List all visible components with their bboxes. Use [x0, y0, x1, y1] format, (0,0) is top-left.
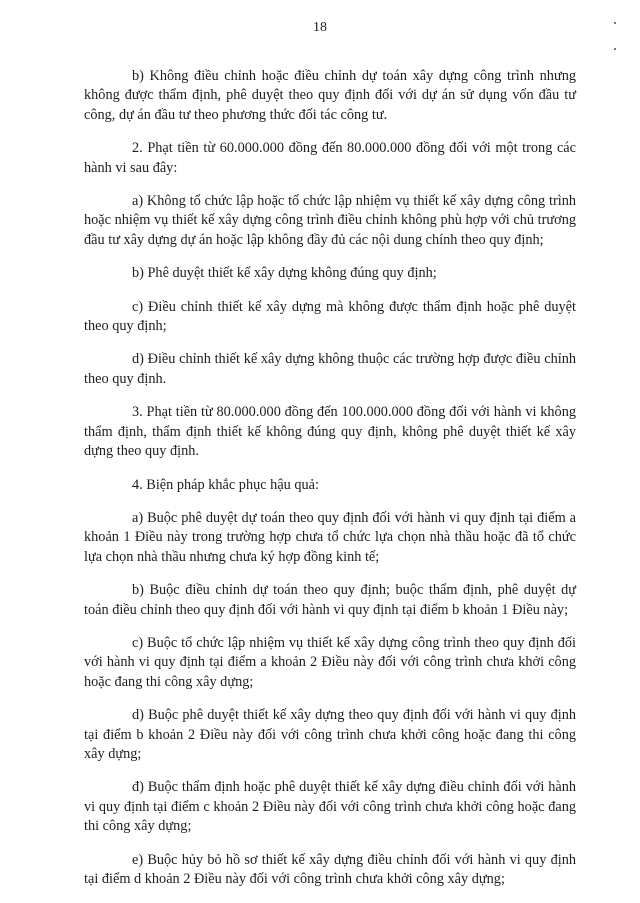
scan-mark — [614, 48, 616, 50]
paragraph-clause-2: 2. Phạt tiền từ 60.000.000 đồng đến 80.000.000 đồng đối với một trong các hành vi sau đây: — [84, 140, 576, 176]
paragraph-1b: b) Không điều chỉnh hoặc điều chỉnh dự toán xây dựng công trình nhưng không được thẩm định, phê duyệt theo quy định đối với dự án sử dụng vốn đầu tư công, dự án đầu tư theo phương thức đối tác công tư. — [84, 68, 576, 123]
paragraph-2c: c) Điều chỉnh thiết kế xây dựng mà không được thẩm định hoặc phê duyệt theo quy định; — [84, 298, 576, 335]
scan-mark — [614, 22, 616, 24]
page-number: 18 — [313, 20, 327, 35]
paragraph-4e: e) Buộc hủy bỏ hồ sơ thiết kế xây dựng điều chỉnh đối với hành vi quy định tại điểm d khoản 2 Điều này đối với công trình chưa khởi công xây dựng; — [84, 851, 576, 887]
paragraph-4c: c) Buộc tổ chức lập nhiệm vụ thiết kế xây dựng công trình theo quy định đối với hành vi quy định tại điểm a khoản 2 Điều này đối với công trình chưa khởi công hoặc đang thi công xây dựng; — [84, 634, 576, 690]
paragraph-clause-4: 4. Biện pháp khắc phục hậu quả: — [132, 476, 319, 493]
paragraph-clause-3: 3. Phạt tiền từ 80.000.000 đồng đến 100.000.000 đồng đối với hành vi không thẩm định, thẩm định thiết kế không đúng quy định, không phê duyệt thiết kế xây dựng theo quy định. — [84, 404, 576, 460]
paragraph-4a: a) Buộc phê duyệt dự toán theo quy định đối với hành vi quy định tại điểm a khoản 1 Điều này trong trường hợp chưa tổ chức lựa chọn nhà thầu hoặc đã tổ chức lựa chọn nhà thầu nhưng chưa ký hợp đồng kinh tế; — [84, 509, 576, 565]
paragraph-2d: d) Điều chỉnh thiết kế xây dựng không thuộc các trường hợp được điều chỉnh theo quy định. — [84, 351, 576, 387]
paragraph-4d: d) Buộc phê duyệt thiết kế xây dựng theo quy định đối với hành vi quy định tại điểm b khoản 2 Điều này đối với công trình chưa khởi công hoặc đang thi công xây dựng; — [84, 707, 576, 762]
paragraph-2a: a) Không tổ chức lập hoặc tổ chức lập nhiệm vụ thiết kế xây dựng công trình hoặc nhiệm vụ thiết kế xây dựng công trình điều chỉnh không phù hợp với chủ trương đầu tư xây dựng dự án hoặc lập không đầy đủ các nội dung chính theo quy định; — [84, 193, 576, 248]
paragraph-4b: b) Buộc điều chỉnh dự toán theo quy định; buộc thẩm định, phê duyệt dự toán điều chỉnh theo quy định đối với hành vi quy định tại điểm b khoản 1 Điều này; — [84, 582, 576, 618]
paragraph-2b: b) Phê duyệt thiết kế xây dựng không đúng quy định; — [132, 265, 437, 282]
paragraph-4dd: đ) Buộc thẩm định hoặc phê duyệt thiết kế xây dựng điều chỉnh đối với hành vi quy định tại điểm c khoản 2 Điều này đối với công trình chưa khởi công hoặc đang thi công xây dựng; — [84, 779, 576, 835]
document-body — [84, 67, 576, 903]
